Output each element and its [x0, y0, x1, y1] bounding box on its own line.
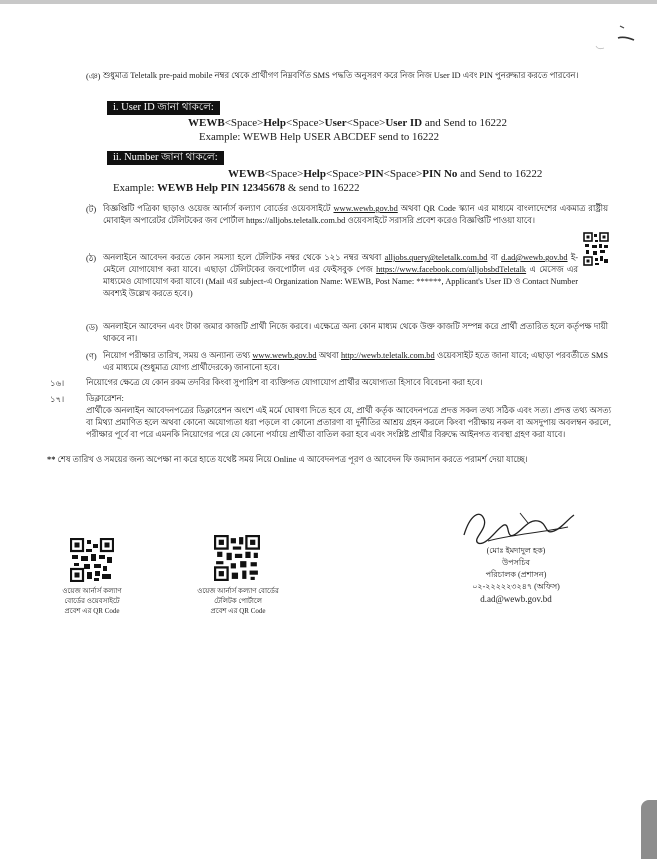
item-label: (ঞ) [86, 72, 101, 81]
signatory-email: d.ad@wewb.gov.bd [480, 594, 552, 604]
point-text: প্রার্থীকে অনলাইন আবেদনপত্রের ডিক্লারেশন অংশে এই মর্মে ঘোষণা দিতে হবে যে, প্রার্থী কর্তৃক আবেদনপত্রে প্রদত্ত সকল তথ্য সঠিক এবং সত্য। প্রদত্ত তথ্য অসত্য বা মিথ্যা প্রমাণিত হলে অথবা কোনো অযোগ্যতা ধরা পড়লে বা কোনো প্রতারণা বা দুর্নীতির আশ্রয় গ্রহন করলে কিংবা পরীক্ষায় নকল বা অসদুপায় অবলম্বন করলে, পরীক্ষার পূর্বে বা পরে এমনকি নিয়োগের পরে যে কোনো পর্যায়ে প্রার্থীতা বাতিল করা হবে এবং সংশ্লিষ্ট প্রার্থীর বিরুদ্ধে আইনগত ব্যবস্থা গ্রহণ করা যাবে। [86, 406, 611, 439]
item-label: (ড) [86, 323, 98, 332]
signatory-phone: ০২-২২২২২৩২৪৭ (অফিস) [472, 582, 560, 591]
facebook-link[interactable]: https://www.facebook.com/alljobsbdTeletalk [376, 265, 527, 274]
number-heading: ii. Number জানা থাকলে: [107, 151, 224, 165]
point-number: ১৬। [50, 378, 65, 388]
email-link[interactable]: d.ad@wewb.gov.bd [501, 253, 568, 262]
signatory-designation: উপসচিব [501, 558, 530, 567]
item-label: (ট) [86, 205, 97, 214]
qr-code-icon [214, 535, 260, 581]
qr-caption: ওয়েজ আর্নার্স কল্যাণ বোর্ডের টেলিটক পোর্টালে প্রবেশ এর QR Code [197, 587, 279, 615]
item-text: অনলাইনে আবেদন এবং টাকা জমার কাজটি প্রার্থী নিজে করবে। এক্ষেত্রে অন্য কোন মাধ্যম থেকে উক্ত কাজটি সম্পন্ন করে প্রার্থী প্রতারিত হলে কর্তৃপক্ষ দায়ী থাকবে না। [103, 322, 608, 343]
number-command: WEWB<Space>Help<Space>PIN<Space>PIN No and Send to 16222 [228, 168, 543, 180]
point-title: ডিক্লারেশন: [86, 394, 124, 403]
user-id-command: WEWB<Space>Help<Space>User<Space>User ID and Send to 16222 [188, 117, 508, 129]
item-label: (ণ) [86, 352, 97, 361]
email-link[interactable]: alljobs.query@teletalk.com.bd [384, 253, 488, 262]
point-number: ১৭। [50, 394, 65, 404]
website-link[interactable]: http://wewb.teletalk.com.bd [340, 351, 435, 360]
advisory-note: ** শেষ তারিখ ও সময়ের জন্য অপেক্ষা না করে হাতে যথেষ্ট সময় নিয়ে Online এ আবেদনপত্র পূরণ ও আবেদন ফি জমাদান করতে পরামর্শ দেয়া যাচ্ছে। [47, 455, 528, 464]
top-border [0, 0, 657, 4]
signatory-name: (মোঃ ইমদাদুল হক) [486, 546, 546, 555]
user-id-example: Example: WEWB Help USER ABCDEF send to 16222 [199, 131, 440, 143]
item-text: বিজ্ঞপ্তিটি পত্রিকা ছাড়াও ওয়েজ আর্নার্স কল্যাণ বোর্ডের ওয়েবসাইটে www.wewb.gov.bd অথবা QR Code স্ক্যান এর মাধ্যমে বাংলাদেশের একমাত্র রাষ্ট্রীয় মোবাইল অপারেটর টেলিটকের জব পোর্টাল https://alljobs.teletalk.com.bd ওয়েবসাইটে সরাসরি প্রবেশ করেও বিজ্ঞপ্তিটি পাওয়া যাবে। [103, 204, 609, 225]
corner-pen-mark [590, 20, 640, 60]
website-link[interactable]: www.wewb.gov.bd [333, 204, 398, 213]
item-text: অনলাইনে আবেদন করতে কোন সমস্যা হলে টেলিটক নম্বর থেকে ১২১ নম্বর অথবা alljobs.query@teletalk.com.bd বা d.ad@wewb.gov.bd ই-মেইলে যোগাযোগ করা যাবে। এছাড়া টেলিটকের জবপোর্টাল এর ফেইসবুক পেজ https://www.facebook.com/alljobsbdTeletalk এ মেসেজ এর মাধ্যমেও যোগাযোগ করা যাবে। (Mail এর subject-এ Organization Name: WEWB, Post Name: ******, Applicant's User ID ও Contact Number অবশ্যই উল্লেখ করতে হবে।) [103, 253, 578, 298]
user-id-heading: i. User ID জানা থাকলে: [107, 101, 220, 115]
item-text: নিয়োগ পরীক্ষার তারিখ, সময় ও অন্যান্য তথ্য www.wewb.gov.bd অথবা http://wewb.teletalk.com.bd ওয়েবসাইট হতে জানা যাবে; এছাড়া পরবর্তীতে SMS এর মাধ্যমে (শুধুমাত্র যোগ্য প্রার্থীদেরকে) জানানো হবে। [103, 351, 608, 372]
number-example: Example: WEWB Help PIN 12345678 & send to 16222 [113, 182, 360, 194]
website-link[interactable]: www.wewb.gov.bd [252, 351, 317, 360]
scroll-thumb[interactable] [641, 800, 657, 859]
qr-code-icon [583, 232, 609, 266]
qr-code-icon [70, 538, 114, 582]
item-text: শুধুমাত্র Teletalk pre-paid mobile নম্বর থেকে প্রার্থীগণ নিম্নবর্ণিত SMS পদ্ধতি অনুসরণ করে নিজ নিজ User ID এবং PIN পুনরুদ্ধার করতে পারবেন। [103, 71, 579, 80]
qr-caption: ওয়েজ আর্নার্স কল্যাণ বোর্ডের ওয়েবসাইটে প্রবেশ এর QR Code [62, 587, 122, 615]
point-text: নিয়োগের ক্ষেত্রে যে কোন রকম তদবির কিংবা সুপারিশ বা ব্যক্তিগত যোগাযোগ প্রার্থীর অযোগ্যতা হিসাবে বিবেচনা করা হবে। [86, 378, 483, 387]
item-label: (ঠ) [86, 254, 97, 263]
signatory-block [448, 545, 584, 605]
signatory-role: পরিচালক (প্রশাসন) [485, 570, 547, 579]
